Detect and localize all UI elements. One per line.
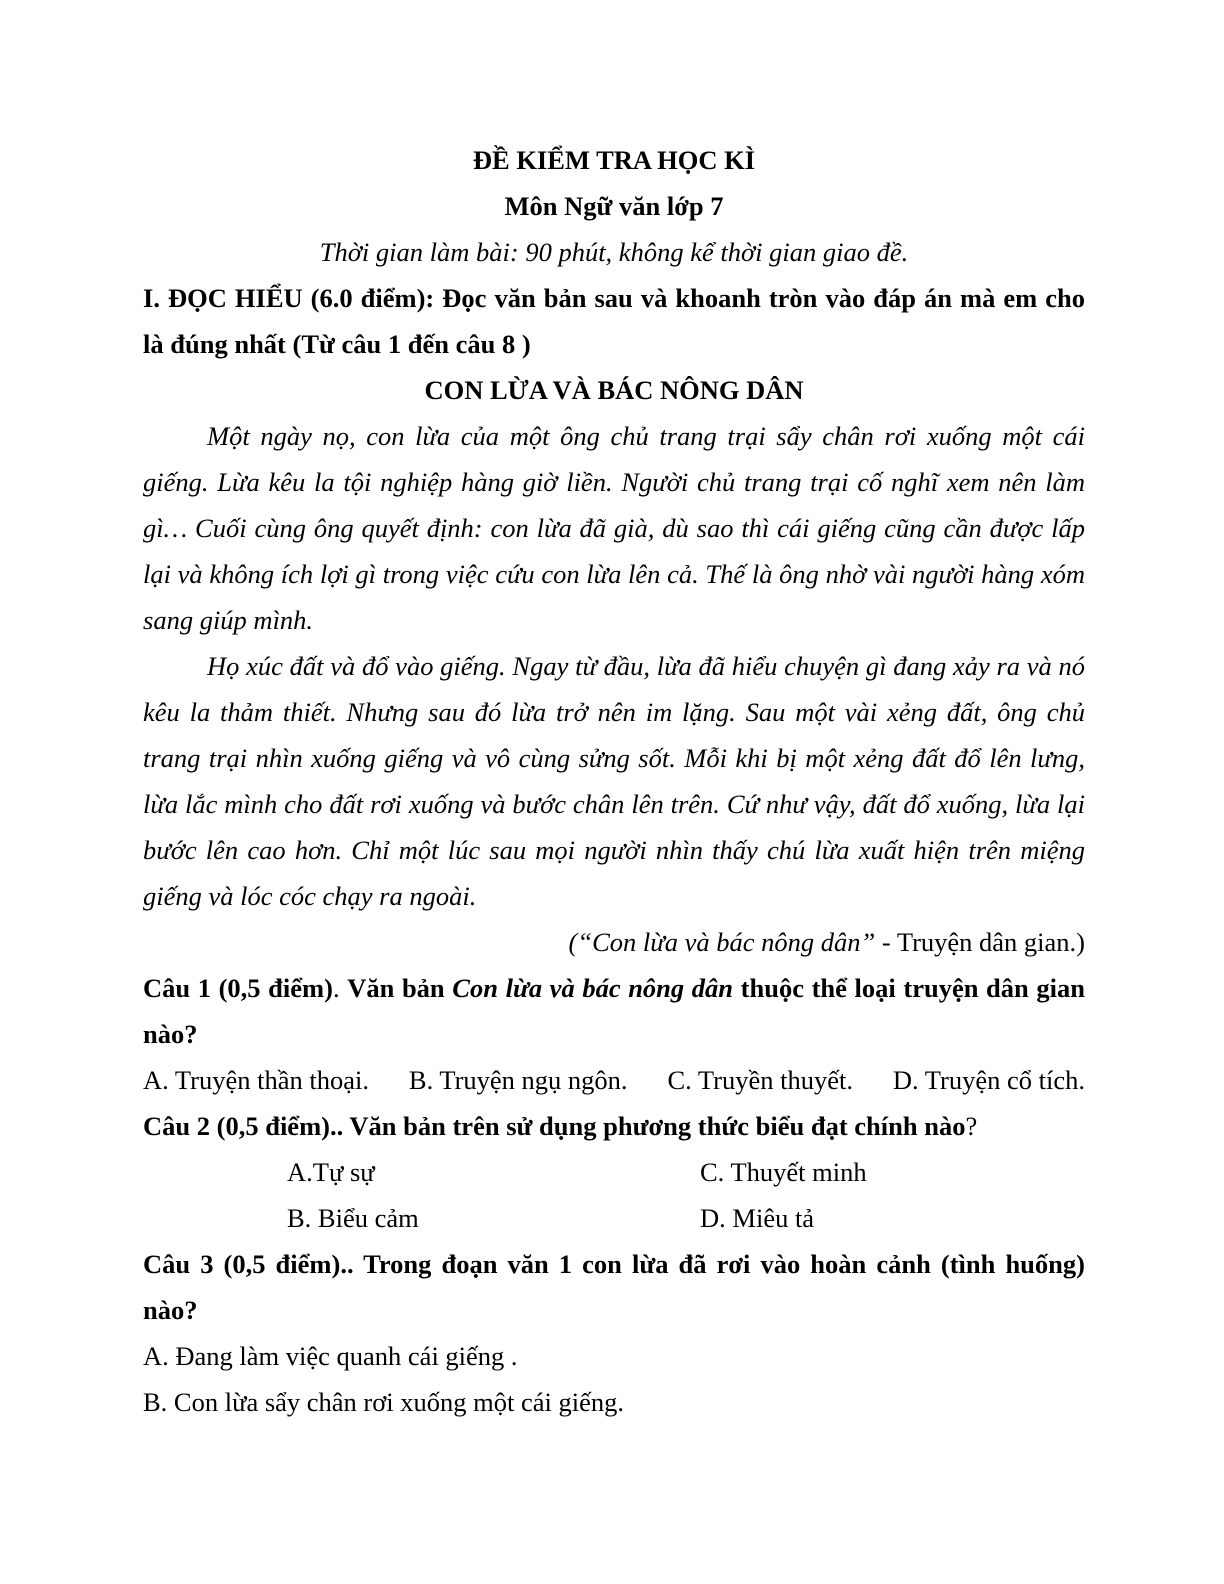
question-2-text: Văn bản trên sử dụng phương thức biểu đạt chính nào	[349, 1111, 966, 1141]
document-page	[143, 137, 1085, 1425]
question-2-question-mark: ?	[965, 1111, 978, 1141]
option-q2-d: D. Miêu tả	[700, 1203, 815, 1233]
question-2-label: Câu 2 (0,5 điểm)	[143, 1111, 330, 1141]
question-1	[143, 965, 1085, 1057]
question-2-options-row-2	[143, 1195, 1085, 1241]
option-q3-a: A. Đang làm việc quanh cái giếng .	[143, 1341, 518, 1371]
option-q1-d: D. Truyện cổ tích.	[892, 1065, 1085, 1095]
doc-title: ĐỀ KIỂM TRA HỌC KÌ	[472, 145, 756, 175]
question-3	[143, 1241, 1085, 1333]
story-paragraph-2: Họ xúc đất và đổ vào giếng. Ngay từ đầu, lừa đã hiểu chuyện gì đang xảy ra và nó kêu la thảm thiết. Nhưng sau đó lừa trở nên im lặng. Sau một vài xẻng đất, ông chủ trang trại nhìn xuống giếng và vô cùng sửng sốt. Mỗi khi bị một xẻng đất đổ lên lưng, lừa lắc mình cho đất rơi xuống và bước chân lên trên. Cứ như vậy, đất đổ xuống, lừa lại bước lên cao hơn. Chỉ một lúc sau mọi người nhìn thấy chú lừa xuất hiện trên miệng giếng và lóc cóc chạy ra ngoài.	[143, 651, 1085, 911]
question-1-options	[143, 1057, 1085, 1103]
option-q1-b: B. Truyện ngụ ngôn.	[408, 1065, 628, 1095]
option-q3-b: B. Con lừa sẩy chân rơi xuống một cái giếng.	[143, 1387, 624, 1417]
citation-source-title: (“Con lừa và bác nông dân”	[568, 927, 876, 957]
option-q2-b: B. Biểu cảm	[287, 1203, 419, 1233]
question-2	[143, 1103, 1085, 1149]
option-q2-c: C. Thuyết minh	[700, 1157, 867, 1187]
doc-time-limit: Thời gian làm bài: 90 phút, không kể thời gian giao đề.	[319, 237, 909, 267]
question-1-tail: thuộc thể loại truyện dân gian nào?	[143, 973, 1086, 1049]
doc-subject: Môn Ngữ văn lớp 7	[504, 191, 724, 221]
option-q2-a: A.Tự sự	[287, 1157, 375, 1187]
story-paragraph-1: Một ngày nọ, con lừa của một ông chủ trang trại sẩy chân rơi xuống một cái giếng. Lừa kêu la tội nghiệp hàng giờ liền. Người chủ trang trại cố nghĩ xem nên làm gì… Cuối cùng ông quyết định: con lừa đã già, dù sao thì cái giếng cũng cần được lấp lại và không ích lợi gì trong việc cứu con lừa lên cả. Thế là ông nhờ vài người hàng xóm sang giúp mình.	[143, 421, 1085, 635]
story-citation	[143, 919, 1085, 965]
question-1-separator: .	[332, 973, 348, 1003]
question-3-separator: ..	[340, 1249, 364, 1279]
option-q1-a: A. Truyện thần thoại.	[143, 1065, 369, 1095]
question-3-text: Trong đoạn văn 1 con lừa đã rơi vào hoàn cảnh (tình huống) nào?	[143, 1249, 1085, 1325]
story-title: CON LỪA VÀ BÁC NÔNG DÂN	[424, 375, 804, 405]
question-3-label: Câu 3 (0,5 điểm)	[143, 1249, 341, 1279]
question-1-label: Câu 1 (0,5 điểm)	[143, 973, 333, 1003]
question-3-options	[143, 1333, 1085, 1425]
question-2-options-row-1	[143, 1149, 1085, 1195]
question-2-options	[143, 1149, 1085, 1241]
citation-source-genre: - Truyện dân gian.)	[875, 927, 1085, 957]
reading-instruction: I. ĐỌC HIỂU (6.0 điểm): Đọc văn bản sau và khoanh tròn vào đáp án mà em cho là đúng nhất (Từ câu 1 đến câu 8 )	[143, 283, 1085, 359]
question-1-lead: Văn bản	[347, 973, 453, 1003]
question-1-work-title: Con lừa và bác nông dân	[452, 973, 734, 1003]
option-q1-c: C. Truyền thuyết.	[667, 1065, 853, 1095]
question-2-separator: ..	[329, 1111, 350, 1141]
